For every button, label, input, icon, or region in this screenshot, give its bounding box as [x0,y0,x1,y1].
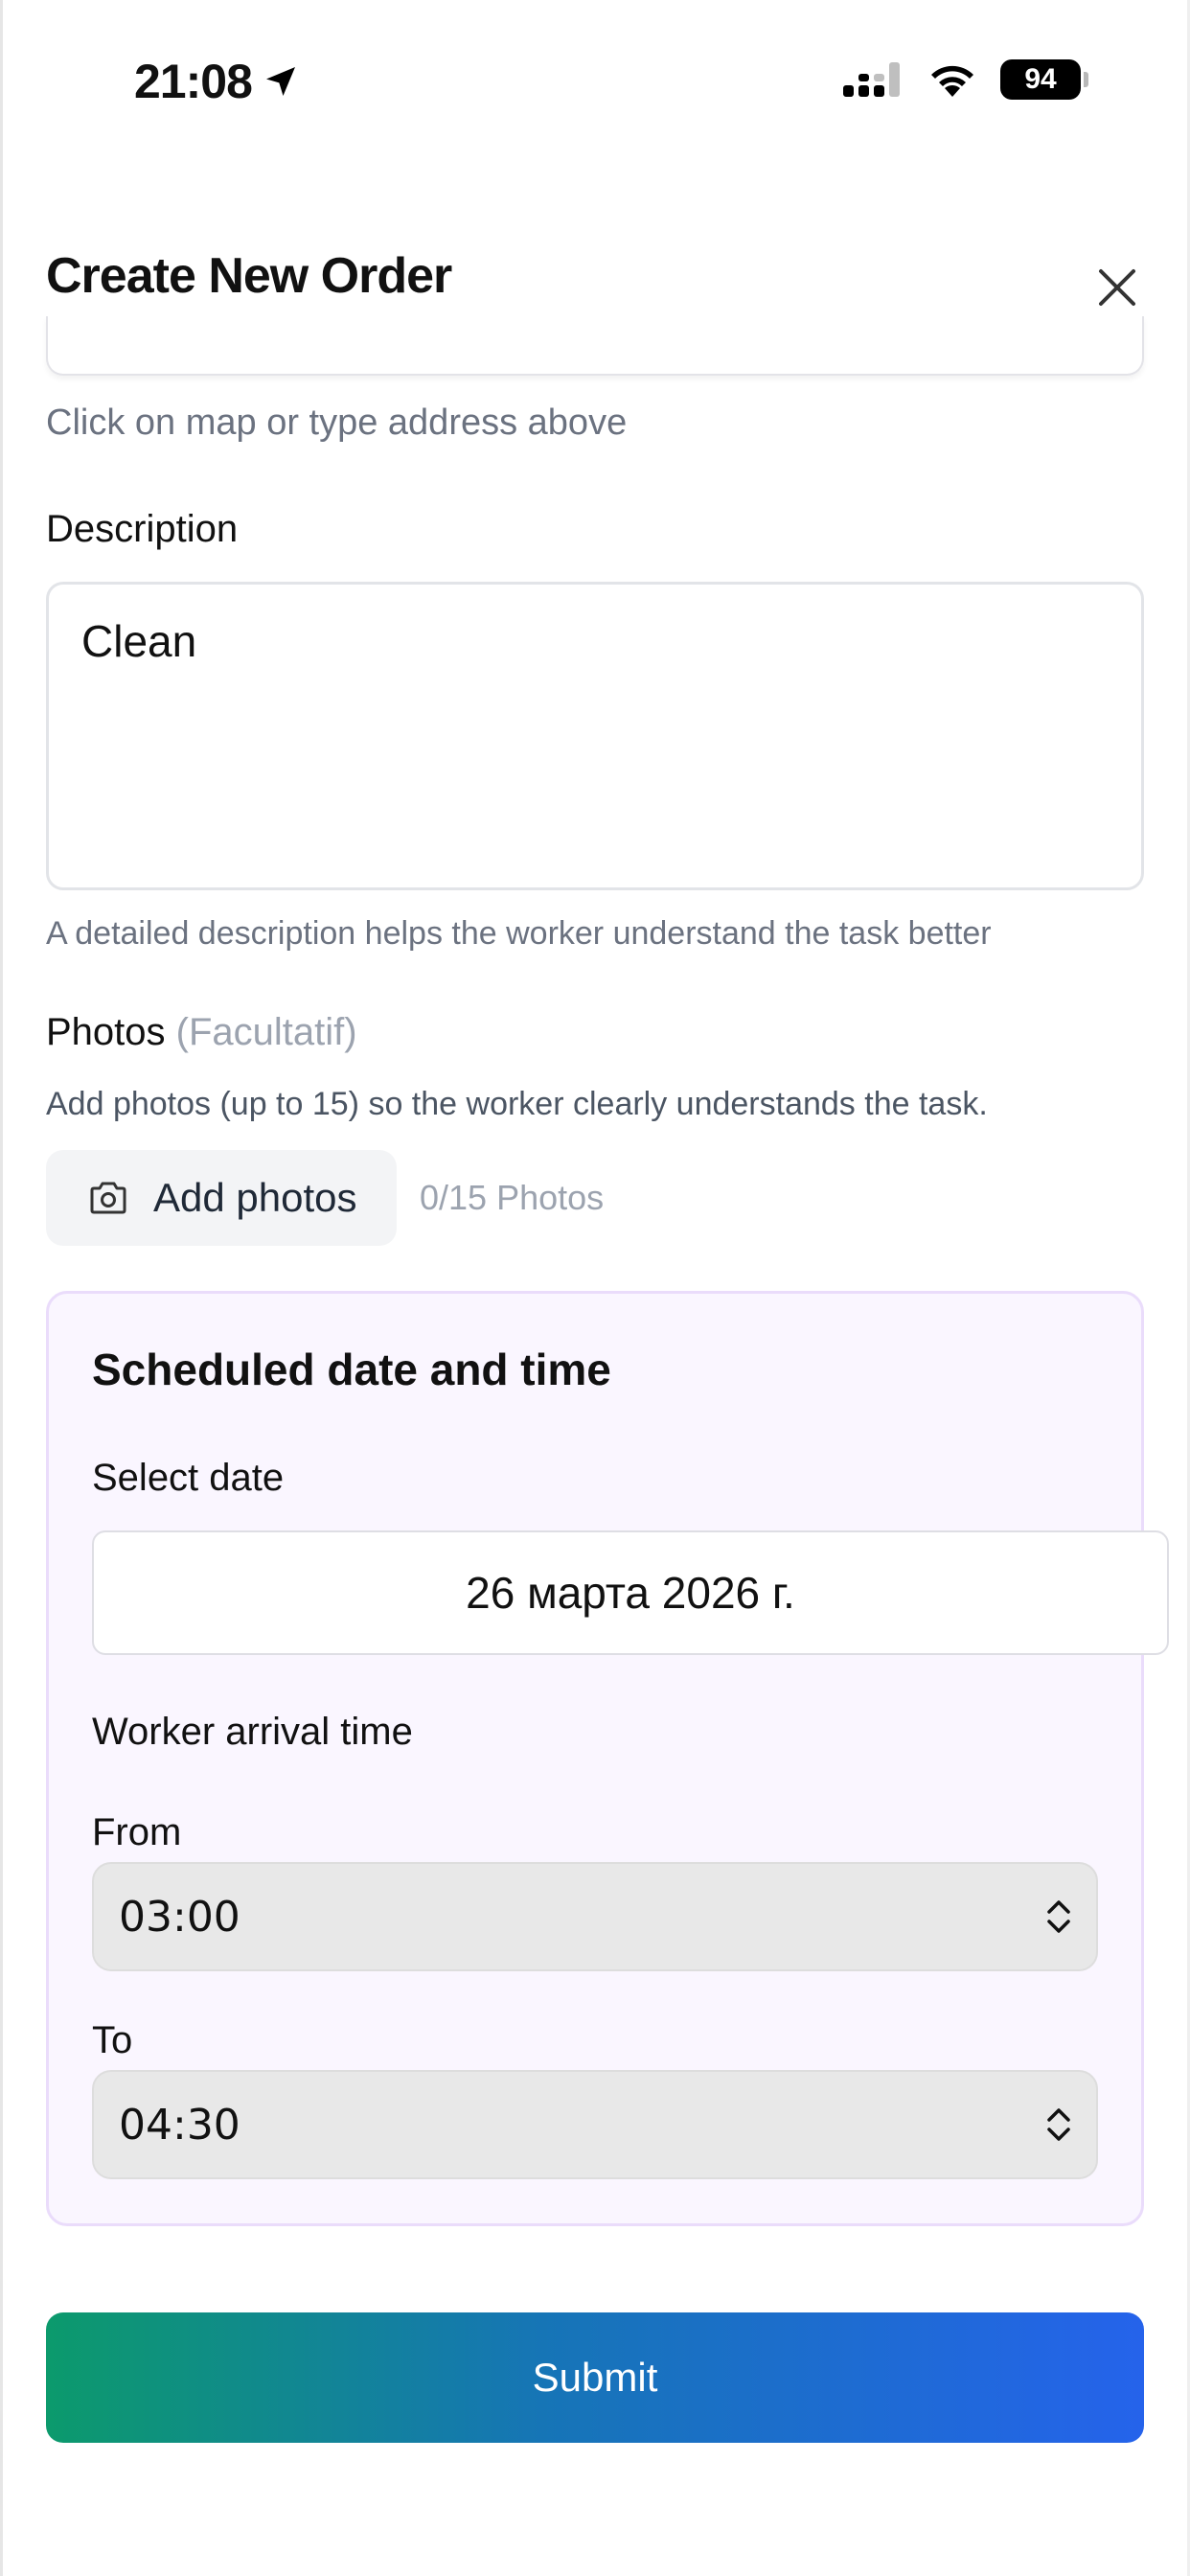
battery-level: 94 [1024,63,1057,95]
description-value: Clean [81,616,197,666]
description-helper: A detailed description helps the worker understand the task better [46,915,992,952]
submit-label: Submit [532,2355,658,2400]
photos-label-text: Photos [46,1011,166,1053]
location-arrow-icon [262,62,300,101]
submit-button[interactable] [46,2312,1144,2443]
from-label: From [92,1811,182,1853]
photos-optional-text: (Facultatif) [175,1011,357,1053]
chevron-up-down-icon [1046,1898,1071,1936]
address-hint: Click on map or type address above [46,402,628,443]
camera-icon [88,1181,128,1215]
wifi-icon [926,60,979,99]
date-value: 26 марта 2026 г. [466,1568,795,1618]
add-photos-button[interactable] [46,1150,397,1246]
photos-count: 0/15 Photos [420,1178,605,1217]
schedule-title: Scheduled date and time [92,1345,611,1394]
add-photos-label: Add photos [153,1175,357,1220]
to-time-select[interactable] [92,2070,1098,2179]
address-input[interactable] [46,316,1144,376]
photos-label [46,1011,357,1054]
page-title: Create New Order [46,248,452,304]
photos-helper: Add photos (up to 15) so the worker clearly understands the task. [46,1086,988,1122]
select-date-label: Select date [92,1457,285,1499]
description-textarea[interactable] [46,582,1144,890]
worker-arrival-label: Worker arrival time [92,1711,413,1753]
to-label: To [92,2019,133,2061]
status-time-text: 21:08 [134,55,252,108]
status-bar-right [843,59,1081,100]
date-picker[interactable] [92,1530,1169,1655]
left-edge-divider [0,0,3,2576]
to-time-value: 04:30 [119,2100,240,2150]
cellular-signal-icon [843,60,904,99]
battery-icon [1000,59,1081,100]
close-icon [1097,267,1137,308]
description-label: Description [46,508,239,550]
status-bar-time [134,54,300,109]
from-time-value: 03:00 [119,1892,240,1942]
close-button[interactable] [1088,259,1146,316]
from-time-select[interactable] [92,1862,1098,1971]
chevron-up-down-icon [1046,2105,1071,2144]
